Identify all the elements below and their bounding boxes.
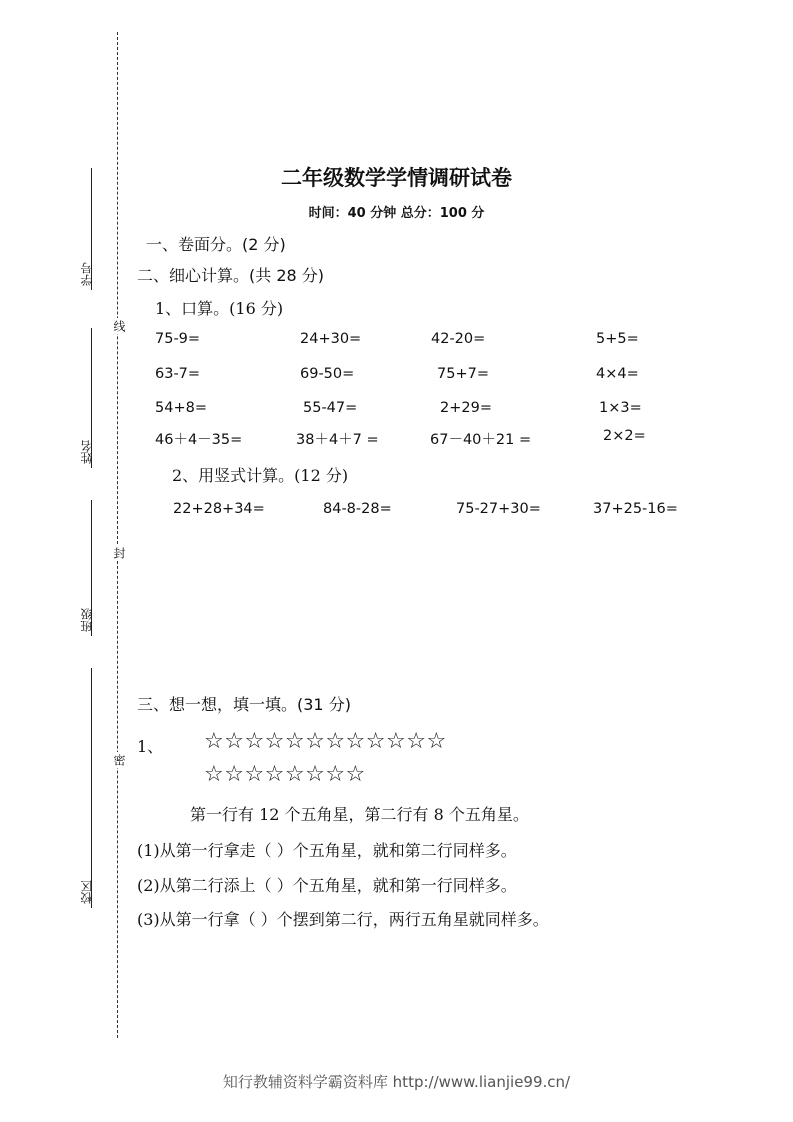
oral-item: 75+7= <box>437 366 489 382</box>
page-subtitle: 时间：40 分钟 总分：100 分 <box>308 206 485 221</box>
seal-char-seal: 封 <box>112 547 126 559</box>
oral-item: 5+5= <box>596 331 639 347</box>
oral-calc-heading: 1、口算。(16 分) <box>155 299 284 318</box>
oral-item: 2+29= <box>440 400 492 416</box>
question-1-number: 1、 <box>137 737 164 756</box>
class-label: 班级 <box>80 608 94 632</box>
seal-char-secret: 密 <box>112 754 126 766</box>
vertical-calc-heading: 2、用竖式计算。(12 分) <box>172 466 349 485</box>
oral-item: 38＋4＋7 = <box>296 432 379 448</box>
oral-item: 42-20= <box>431 331 486 347</box>
page-title: 二年级数学学情调研试卷 <box>281 166 512 190</box>
star-row-2: ☆☆☆☆☆☆☆☆ <box>204 762 366 787</box>
oral-item: 67－40＋21 = <box>430 432 532 448</box>
vertical-item: 75-27+30= <box>456 501 541 517</box>
vertical-item: 37+25-16= <box>593 501 678 517</box>
seal-char-line: 线 <box>112 320 126 332</box>
question-1-sub-1: (1)从第一行拿走（ ）个五角星，就和第二行同样多。 <box>137 841 517 860</box>
vertical-item: 22+28+34= <box>173 501 265 517</box>
question-1-sub-2: (2)从第二行添上（ ）个五角星，就和第一行同样多。 <box>137 876 517 895</box>
oral-item: 1×3= <box>599 400 642 416</box>
footer-watermark: 知行教辅资料学霸资料库 http://www.lianjie99.cn/ <box>222 1073 571 1091</box>
student-id-label: 学号 <box>80 262 94 286</box>
name-label: 姓名 <box>80 440 94 464</box>
oral-item: 75-9= <box>155 331 201 347</box>
oral-item: 46＋4－35= <box>155 432 243 448</box>
section-2-heading: 二、细心计算。(共 28 分) <box>137 266 325 285</box>
question-1-sub-3: (3)从第一行拿（ ）个摆到第二行，两行五角星就同样多。 <box>137 910 549 929</box>
campus-rule <box>91 668 92 908</box>
oral-item: 2×2= <box>603 428 646 444</box>
star-row-1: ☆☆☆☆☆☆☆☆☆☆☆☆ <box>204 729 447 754</box>
campus-label: 校区 <box>80 880 94 904</box>
section-3-heading: 三、想一想，填一填。(31 分) <box>137 695 351 714</box>
oral-item: 54+8= <box>155 400 207 416</box>
oral-item: 55-47= <box>303 400 358 416</box>
oral-item: 24+30= <box>300 331 362 347</box>
oral-item: 4×4= <box>596 366 639 382</box>
question-1-description: 第一行有 12 个五角星，第二行有 8 个五角星。 <box>190 805 529 824</box>
oral-item: 69-50= <box>300 366 355 382</box>
section-1-heading: 一、卷面分。(2 分) <box>146 235 286 254</box>
vertical-item: 84-8-28= <box>323 501 392 517</box>
oral-item: 63-7= <box>155 366 201 382</box>
